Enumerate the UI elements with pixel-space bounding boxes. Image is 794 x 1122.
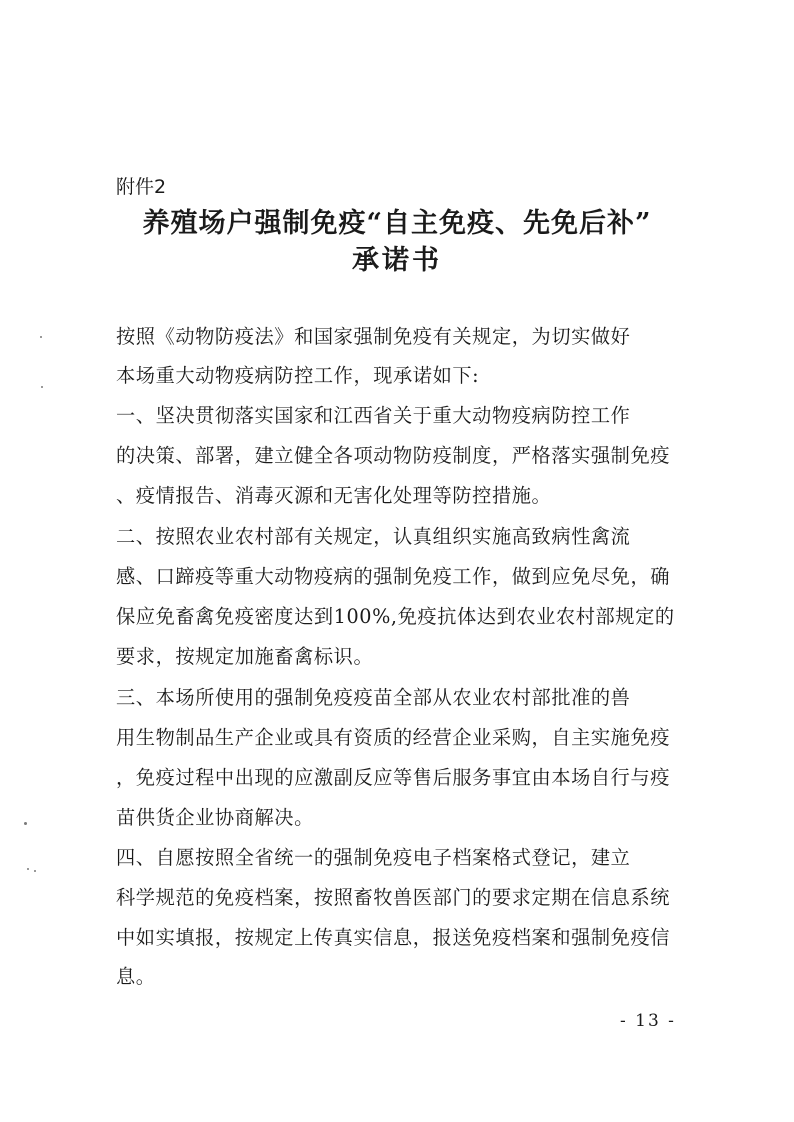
body-line: 苗供货企业协商解决。 <box>116 806 314 829</box>
body-line: 保应免畜禽免疫密度达到100%,免疫抗体达到农业农村部规定的 <box>116 605 675 628</box>
body-line: 本场重大动物疫病防控工作，现承诺如下: <box>116 364 480 387</box>
body-line: 二、按照农业农村部有关规定，认真组织实施高致病性禽流 <box>116 525 631 548</box>
scan-speck <box>34 870 36 872</box>
attachment-label: 附件2 <box>116 176 167 198</box>
body-line: 四、自愿按照全省统一的强制免疫电子档案格式登记，建立 <box>116 846 631 869</box>
document-title-line-1: 养殖场户强制免疫“自主免疫、先免后补” <box>142 208 652 239</box>
body-line: 、疫情报告、消毒灭源和无害化处理等防控措施。 <box>116 484 552 507</box>
scan-speck <box>41 386 43 388</box>
body-line: 的决策、部署，建立健全各项动物防疫制度，严格落实强制免疫 <box>116 444 671 467</box>
body-line: 要求，按规定加施畜禽标识。 <box>116 645 374 668</box>
scan-speck <box>24 822 27 825</box>
body-line: ，免疫过程中出现的应激副反应等售后服务事宜由本场自行与疫 <box>116 766 671 789</box>
body-line: 一、坚决贯彻落实国家和江西省关于重大动物疫病防控工作 <box>116 404 631 427</box>
body-line: 科学规范的免疫档案，按照畜牧兽医部门的要求定期在信息系统 <box>116 886 671 909</box>
body-line: 按照《动物防疫法》和国家强制免疫有关规定，为切实做好 <box>116 325 631 348</box>
page-number: - 13 - <box>620 1011 676 1031</box>
body-line: 感、口蹄疫等重大动物疫病的强制免疫工作，做到应免尽免，确 <box>116 565 671 588</box>
scan-speck <box>40 336 42 338</box>
body-line: 息。 <box>116 965 156 988</box>
body-line: 用生物制品生产企业或具有资质的经营企业采购，自主实施免疫 <box>116 726 671 749</box>
body-line: 三、本场所使用的强制免疫疫苗全部从农业农村部批准的兽 <box>116 686 631 709</box>
scan-speck <box>27 868 29 870</box>
body-line: 中如实填报，按规定上传真实信息，报送免疫档案和强制免疫信 <box>116 926 671 949</box>
document-title-line-2: 承诺书 <box>352 245 442 276</box>
